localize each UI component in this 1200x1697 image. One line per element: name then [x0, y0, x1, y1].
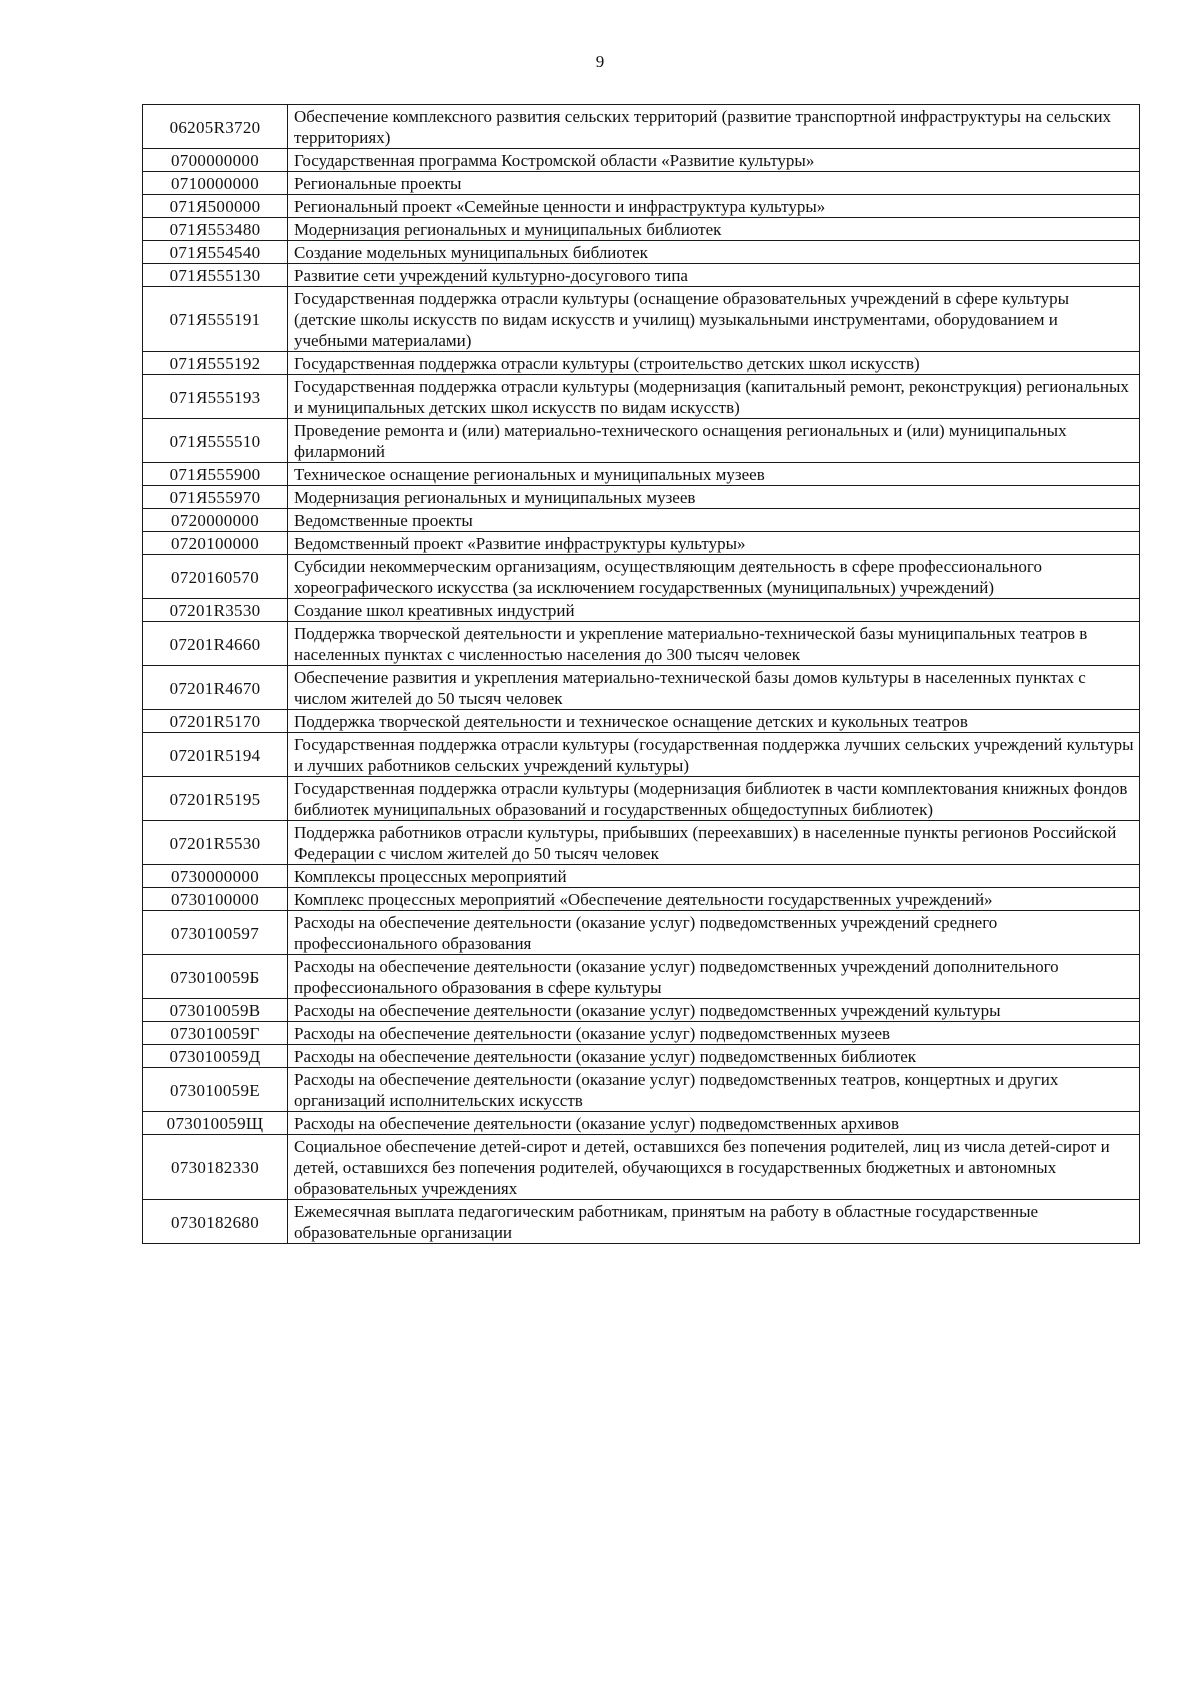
- table-row: [143, 955, 1140, 999]
- target-article-description: Расходы на обеспечение деятельности (оказание услуг) подведомственных театров, концертных и других организаций исполнительских искусств: [288, 1068, 1140, 1112]
- target-article-description: Государственная поддержка отрасли культуры (строительство детских школ искусств): [288, 352, 1140, 375]
- table-row: [143, 287, 1140, 352]
- target-article-description: Государственная поддержка отрасли культуры (модернизация библиотек в части комплектования книжных фондов библиотек муниципальных образований и государственных общедоступных библиотек): [288, 777, 1140, 821]
- target-article-code: 0730100000: [143, 888, 288, 911]
- table-row: [143, 1112, 1140, 1135]
- target-article-code: 0730182330: [143, 1135, 288, 1200]
- table-row: [143, 105, 1140, 149]
- table-row: [143, 1200, 1140, 1244]
- target-article-code: 071Я500000: [143, 195, 288, 218]
- target-article-code: 071Я555510: [143, 419, 288, 463]
- target-article-description: Проведение ремонта и (или) материально-технического оснащения региональных и (или) муниципальных филармоний: [288, 419, 1140, 463]
- target-article-code: 071Я555130: [143, 264, 288, 287]
- table-row: [143, 172, 1140, 195]
- target-article-description: Комплексы процессных мероприятий: [288, 865, 1140, 888]
- target-article-description: Субсидии некоммерческим организациям, осуществляющим деятельность в сфере профессионального хореографического искусства (за исключением государственных (муниципальных) учреждений): [288, 555, 1140, 599]
- target-article-description: Государственная поддержка отрасли культуры (государственная поддержка лучших сельских учреждений культуры и лучших работников сельских учреждений культуры): [288, 733, 1140, 777]
- target-article-description: Комплекс процессных мероприятий «Обеспечение деятельности государственных учреждений»: [288, 888, 1140, 911]
- target-article-code: 073010059Г: [143, 1022, 288, 1045]
- table-row: [143, 149, 1140, 172]
- target-article-code: 0730000000: [143, 865, 288, 888]
- target-article-code: 07201R3530: [143, 599, 288, 622]
- target-article-code: 071Я555900: [143, 463, 288, 486]
- target-article-description: Ведомственный проект «Развитие инфраструктуры культуры»: [288, 532, 1140, 555]
- target-article-description: Расходы на обеспечение деятельности (оказание услуг) подведомственных учреждений среднего профессионального образования: [288, 911, 1140, 955]
- table-row: [143, 710, 1140, 733]
- table-row: [143, 264, 1140, 287]
- target-article-code: 071Я553480: [143, 218, 288, 241]
- target-article-description: Создание школ креативных индустрий: [288, 599, 1140, 622]
- table-row: [143, 666, 1140, 710]
- budget-classification-table: [142, 104, 1140, 1244]
- table-row: [143, 1135, 1140, 1200]
- table-row: [143, 911, 1140, 955]
- table-row: [143, 241, 1140, 264]
- target-article-description: Расходы на обеспечение деятельности (оказание услуг) подведомственных музеев: [288, 1022, 1140, 1045]
- target-article-code: 071Я554540: [143, 241, 288, 264]
- target-article-code: 073010059Б: [143, 955, 288, 999]
- table-row: [143, 733, 1140, 777]
- target-article-code: 07201R5530: [143, 821, 288, 865]
- target-article-description: Региональный проект «Семейные ценности и инфраструктура культуры»: [288, 195, 1140, 218]
- target-article-description: Поддержка творческой деятельности и техническое оснащение детских и кукольных театров: [288, 710, 1140, 733]
- table-row: [143, 1068, 1140, 1112]
- table-row: [143, 195, 1140, 218]
- target-article-description: Обеспечение развития и укрепления материально-технической базы домов культуры в населенных пунктах с числом жителей до 50 тысяч человек: [288, 666, 1140, 710]
- page-number: 9: [595, 52, 605, 71]
- target-article-description: Социальное обеспечение детей-сирот и детей, оставшихся без попечения родителей, лиц из числа детей-сирот и детей, оставшихся без попечения родителей, обучающихся в государственных бюджетных и автономных образовательных учреждениях: [288, 1135, 1140, 1200]
- target-article-code: 073010059Щ: [143, 1112, 288, 1135]
- target-article-description: Расходы на обеспечение деятельности (оказание услуг) подведомственных библиотек: [288, 1045, 1140, 1068]
- table-row: [143, 888, 1140, 911]
- table-row: [143, 622, 1140, 666]
- target-article-description: Поддержка творческой деятельности и укрепление материально-технической базы муниципальных театров в населенных пунктах с численностью населения до 300 тысяч человек: [288, 622, 1140, 666]
- target-article-description: Обеспечение комплексного развития сельских территорий (развитие транспортной инфраструктуры на сельских территориях): [288, 105, 1140, 149]
- table-row: [143, 218, 1140, 241]
- target-article-code: 071Я555193: [143, 375, 288, 419]
- target-article-code: 071Я555970: [143, 486, 288, 509]
- target-article-code: 0720000000: [143, 509, 288, 532]
- table-row: [143, 375, 1140, 419]
- target-article-code: 07201R5195: [143, 777, 288, 821]
- target-article-description: Региональные проекты: [288, 172, 1140, 195]
- target-article-description: Расходы на обеспечение деятельности (оказание услуг) подведомственных учреждений культуры: [288, 999, 1140, 1022]
- target-article-code: 0730182680: [143, 1200, 288, 1244]
- target-article-description: Расходы на обеспечение деятельности (оказание услуг) подведомственных архивов: [288, 1112, 1140, 1135]
- table-row: [143, 509, 1140, 532]
- target-article-code: 07201R5194: [143, 733, 288, 777]
- table-row: [143, 999, 1140, 1022]
- target-article-description: Техническое оснащение региональных и муниципальных музеев: [288, 463, 1140, 486]
- target-article-code: 0710000000: [143, 172, 288, 195]
- target-article-code: 0720100000: [143, 532, 288, 555]
- target-article-description: Расходы на обеспечение деятельности (оказание услуг) подведомственных учреждений дополнительного профессионального образования в сфере культуры: [288, 955, 1140, 999]
- table-row: [143, 463, 1140, 486]
- target-article-description: Ежемесячная выплата педагогическим работникам, принятым на работу в областные государственные образовательные организации: [288, 1200, 1140, 1244]
- table-row: [143, 555, 1140, 599]
- target-article-description: Государственная поддержка отрасли культуры (оснащение образовательных учреждений в сфере культуры (детские школы искусств по видам искусств и училищ) музыкальными инструментами, оборудованием и учебными материалами): [288, 287, 1140, 352]
- target-article-description: Создание модельных муниципальных библиотек: [288, 241, 1140, 264]
- target-article-code: 06205R3720: [143, 105, 288, 149]
- target-article-code: 07201R4670: [143, 666, 288, 710]
- table-row: [143, 1045, 1140, 1068]
- target-article-code: 073010059В: [143, 999, 288, 1022]
- target-article-description: Государственная поддержка отрасли культуры (модернизация (капитальный ремонт, реконструкция) региональных и муниципальных детских школ искусств по видам искусств): [288, 375, 1140, 419]
- target-article-code: 073010059Е: [143, 1068, 288, 1112]
- table-row: [143, 777, 1140, 821]
- target-article-code: 071Я555191: [143, 287, 288, 352]
- target-article-description: Развитие сети учреждений культурно-досугового типа: [288, 264, 1140, 287]
- target-article-description: Ведомственные проекты: [288, 509, 1140, 532]
- table-row: [143, 419, 1140, 463]
- target-article-code: 07201R5170: [143, 710, 288, 733]
- target-article-description: Модернизация региональных и муниципальных музеев: [288, 486, 1140, 509]
- table-row: [143, 486, 1140, 509]
- target-article-code: 07201R4660: [143, 622, 288, 666]
- table-row: [143, 599, 1140, 622]
- table-row: [143, 532, 1140, 555]
- target-article-code: 071Я555192: [143, 352, 288, 375]
- target-article-description: Модернизация региональных и муниципальных библиотек: [288, 218, 1140, 241]
- target-article-code: 0720160570: [143, 555, 288, 599]
- table-body: [143, 105, 1140, 1244]
- target-article-code: 0730100597: [143, 911, 288, 955]
- target-article-code: 073010059Д: [143, 1045, 288, 1068]
- table-row: [143, 821, 1140, 865]
- target-article-description: Государственная программа Костромской области «Развитие культуры»: [288, 149, 1140, 172]
- target-article-code: 0700000000: [143, 149, 288, 172]
- target-article-description: Поддержка работников отрасли культуры, прибывших (переехавших) в населенные пункты регионов Российской Федерации с числом жителей до 50 тысяч человек: [288, 821, 1140, 865]
- table-row: [143, 1022, 1140, 1045]
- table-row: [143, 352, 1140, 375]
- table-row: [143, 865, 1140, 888]
